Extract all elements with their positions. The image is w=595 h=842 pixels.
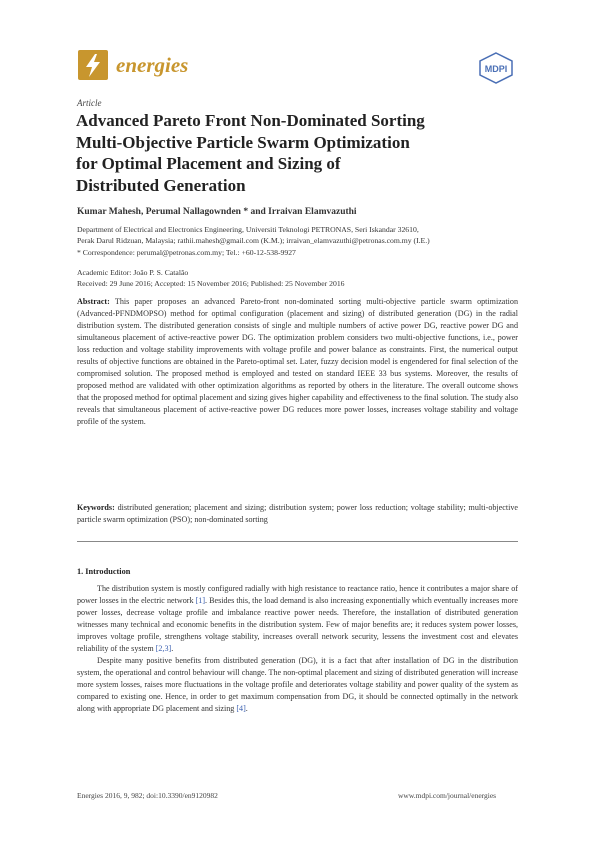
keywords xyxy=(77,502,518,526)
footer-url[interactable]: www.mdpi.com/journal/energies xyxy=(398,791,497,800)
title-line: Distributed Generation xyxy=(76,175,246,195)
keywords-text: distributed generation; placement and sizing; distribution system; power loss reduction; voltage stability; multi-objective particle swarm optimization (PSO); non-dominated sorting xyxy=(77,503,519,524)
article-meta xyxy=(77,267,527,290)
section-body xyxy=(77,583,518,715)
section-heading: 1. Introduction xyxy=(77,567,131,576)
author-list: Kumar Mahesh, Perumal Nallagownden * and Irraivan Elamvazuthi xyxy=(77,207,357,217)
citation-link[interactable]: [1] xyxy=(195,596,206,605)
journal-logo-icon xyxy=(78,50,108,80)
journal-name: energies xyxy=(116,53,189,77)
affiliation-line: Department of Electrical and Electronics Engineering, Universiti Teknologi PETRONAS, Seri Iskandar 32610, xyxy=(77,225,419,234)
correspondence-line: * Correspondence: perumal@petronas.com.my; Tel.: +60-12-538-9927 xyxy=(77,247,296,257)
article-type: Article xyxy=(77,98,102,108)
section-divider xyxy=(77,541,518,542)
paragraph: The distribution system is mostly configured radially with high resistance to reactance ratio, hence it contributes a major share of power losses in the electric network [1]. Besides this, the load demand is also increasing exponentially which eventually increases more power losses, decrease voltage profile and imbalance reactive power needs. Therefore, the installation of distributed generation witnesses many technical and economic benefits in the distribution system. Few of major benefits are; it reduces system power losses, improves voltage profile, strengthens voltage stability, increases overall network security, lessens the investment cost and elevates reliability of the system [2,3]. xyxy=(77,584,518,653)
footer-citation: Energies 2016, 9, 982; doi:10.3390/en9120982 xyxy=(77,791,218,800)
article-title xyxy=(76,110,496,196)
title-line: Multi-Objective Particle Swarm Optimization xyxy=(76,132,410,152)
academic-editor: Academic Editor: João P. S. Catalão xyxy=(77,268,189,277)
paragraph: Despite many positive benefits from distributed generation (DG), it is a fact that after installation of DG in the distribution system, the operational and control behaviour will change. The non-optimal placement and sizing of distributed generation will increase more system losses, raises more fluctuations in the voltage profile and deteriorates voltage stability and power quality of the system as compared to existing one. Hence, in order to get maximum compensation from DG, it should be connected optimally in the network along with appropriate DG placement and sizing [4]. xyxy=(77,656,518,713)
citation-link[interactable]: [4] xyxy=(236,704,246,713)
mdpi-logo-icon xyxy=(478,52,514,84)
citation-link[interactable]: [2,3] xyxy=(155,644,172,653)
svg-text:MDPI: MDPI xyxy=(484,64,508,74)
title-line: Advanced Pareto Front Non-Dominated Sorting xyxy=(76,111,425,130)
affiliation-line: Perak Darul Ridzuan, Malaysia; rathii.mahesh@gmail.com (K.M.); irraivan_elamvazuthi@petronas.com.my (I.E.) xyxy=(77,236,430,246)
abstract-text: This paper proposes an advanced Pareto-front non-dominated sorting multi-objective particle swarm optimization (Advanced-PFNDMOPSO) method for optimal configuration (placement and sizing) of distributed generation (DG) in the radial distribution system. The distributed generation consists of single and multiple numbers of active power DG, reactive power DG and simultaneous placement of active-reactive power DG. The optimization problem considers two multi-objective functions, i.e., power loss reduction and voltage stability improvements with voltage profile and power balance as constraints. First, the numerical output results of objective functions are obtained in the Pareto-optimal set. Later, fuzzy decision model is engendered for final selection of the compromised solution. The proposed method is employed and tested on standard IEEE 33 bus systems. Moreover, the results of proposed method are validated with other optimization algorithms as reported by others in the literature. The overall outcome shows that the proposed method for optimal placement and sizing gives higher capability and effectiveness to the final solution. The study also reveals that simultaneous placement of active-reactive power DG reduces more power losses, increases voltage stability and voltage profile of the system. xyxy=(77,297,518,426)
abstract xyxy=(77,296,518,428)
publication-dates: Received: 29 June 2016; Accepted: 15 November 2016; Published: 25 November 2016 xyxy=(77,279,345,289)
abstract-label: Abstract: xyxy=(77,297,110,306)
keywords-label: Keywords: xyxy=(77,503,115,512)
affiliations xyxy=(77,224,527,258)
title-line: for Optimal Placement and Sizing of xyxy=(76,154,341,173)
